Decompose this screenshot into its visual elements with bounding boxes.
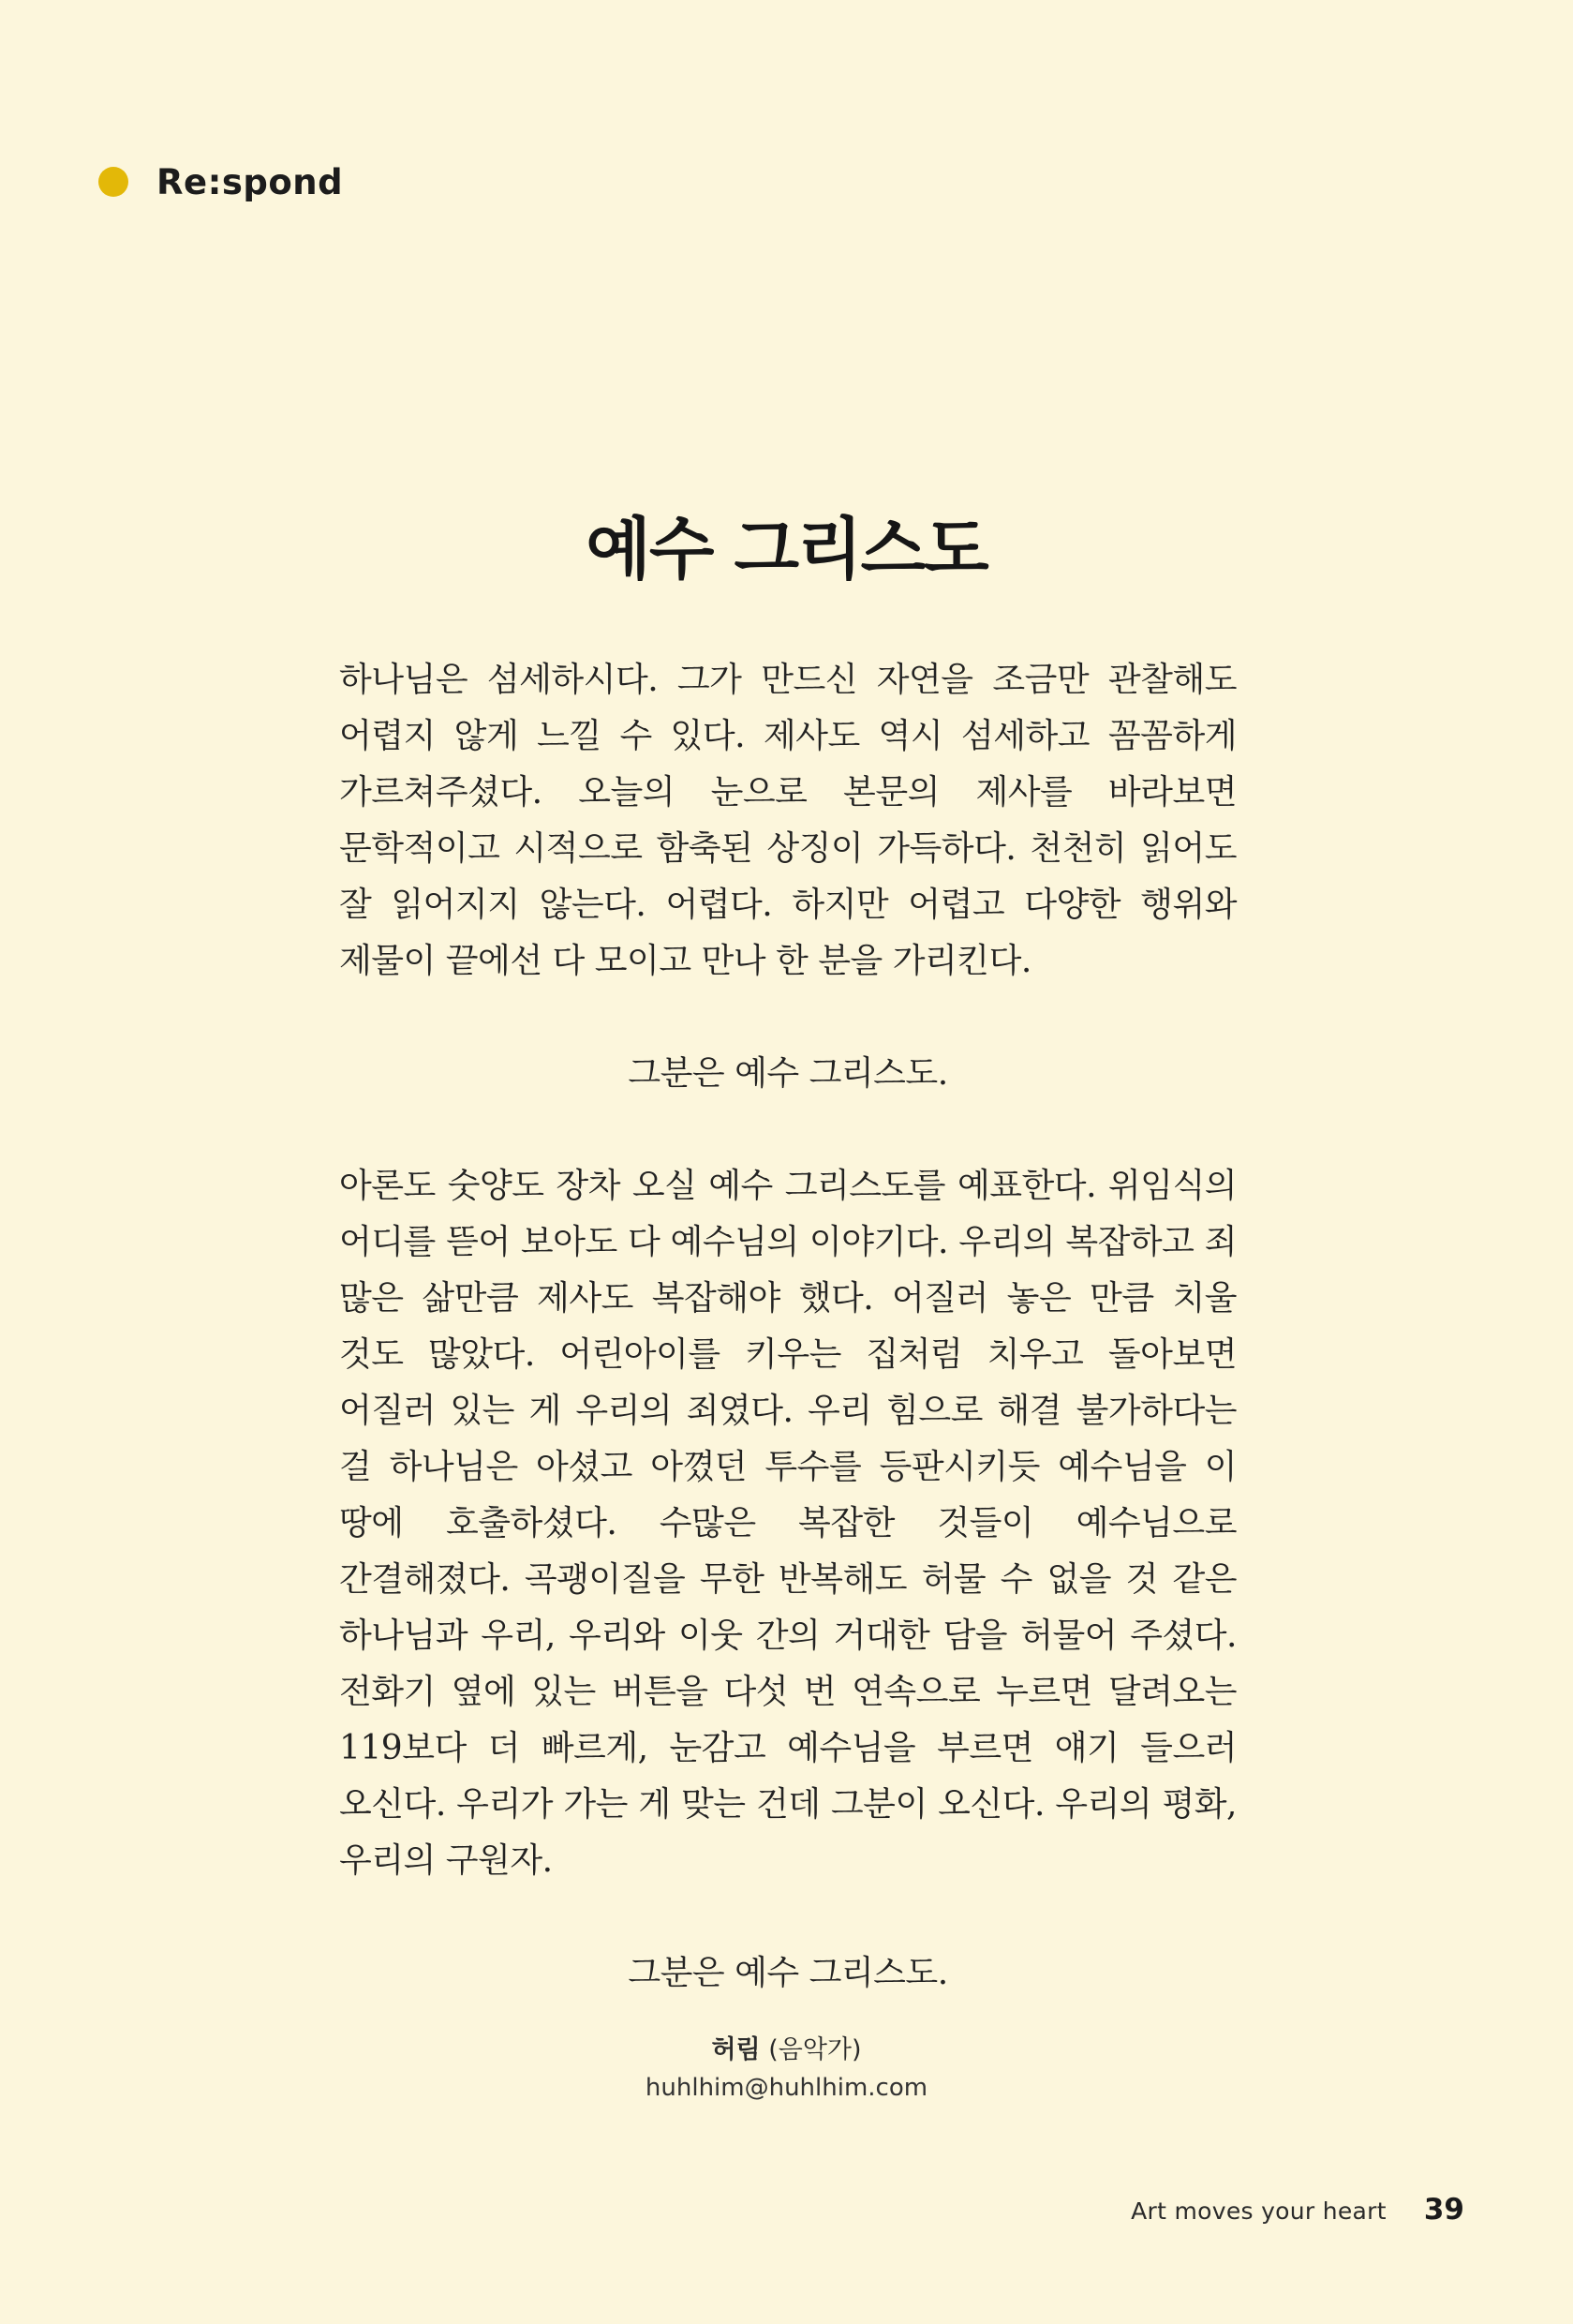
refrain-1: 그분은 예수 그리스도. — [628, 1054, 948, 1093]
refrain-2: 그분은 예수 그리스도. — [628, 1954, 948, 1992]
page-number: 39 — [1423, 2193, 1464, 2227]
author-email: huhlhim@huhlhim.com — [645, 2074, 928, 2102]
paragraph-1: 하나님은 섬세하시다. 그가 만드신 자연을 조금만 관찰해도 어렵지 않게 느낄 수 있다. 제사도 역시 섬세하고 꼼꼼하게 가르쳐주셨다. 오늘의 눈으로 본문의 제사를 바라보면 문학적이고 시적으로 함축된 상징이 가득하다. 천천히 읽어도 잘 읽어지지 않는다. 어렵다. 하지만 어렵고 다양한 행위와 제물이 끝에선 다 모이고 만나 한 분을 가리킨다. — [339, 661, 1237, 980]
article-body — [339, 652, 1237, 2002]
section-dot-icon — [98, 167, 128, 197]
section-tag — [98, 157, 343, 206]
author-name: 허림 — [711, 2035, 761, 2064]
paragraph-2: 아론도 숫양도 장차 오실 예수 그리스도를 예표한다. 위임식의 어디를 뜯어 보아도 다 예수님의 이야기다. 우리의 복잡하고 죄 많은 삶만큼 제사도 복잡해야 했다. 어질러 놓은 만큼 치울 것도 많았다. 어린아이를 키우는 집처럼 치우고 돌아보면 어질러 있는 게 우리의 죄였다. 우리 힘으로 해결 불가하다는 걸 하나님은 아셨고 아꼈던 투수를 등판시키듯 예수님을 이 땅에 호출하셨다. 수많은 복잡한 것들이 예수님으로 간결해졌다. 곡괭이질을 무한 반복해도 허물 수 없을 것 같은 하나님과 우리, 우리와 이웃 간의 거대한 담을 허물어 주셨다. 전화기 옆에 있는 버튼을 다섯 번 연속으로 누르면 달려오는 119보다 더 빠르게, 눈감고 예수님을 부르면 얘기 들으러 오신다. 우리가 가는 게 맞는 건데 그분이 오신다. 우리의 평화, 우리의 구원자. — [339, 1167, 1237, 1880]
author-role: (음악가) — [768, 2035, 862, 2064]
author-block — [0, 2032, 1573, 2107]
page-footer — [1131, 2193, 1464, 2227]
author-byline — [0, 2032, 1573, 2069]
section-label: Re:spond — [156, 161, 344, 202]
article-title: 예수 그리스도 — [586, 509, 987, 588]
footer-tagline: Art moves your heart — [1131, 2197, 1387, 2225]
